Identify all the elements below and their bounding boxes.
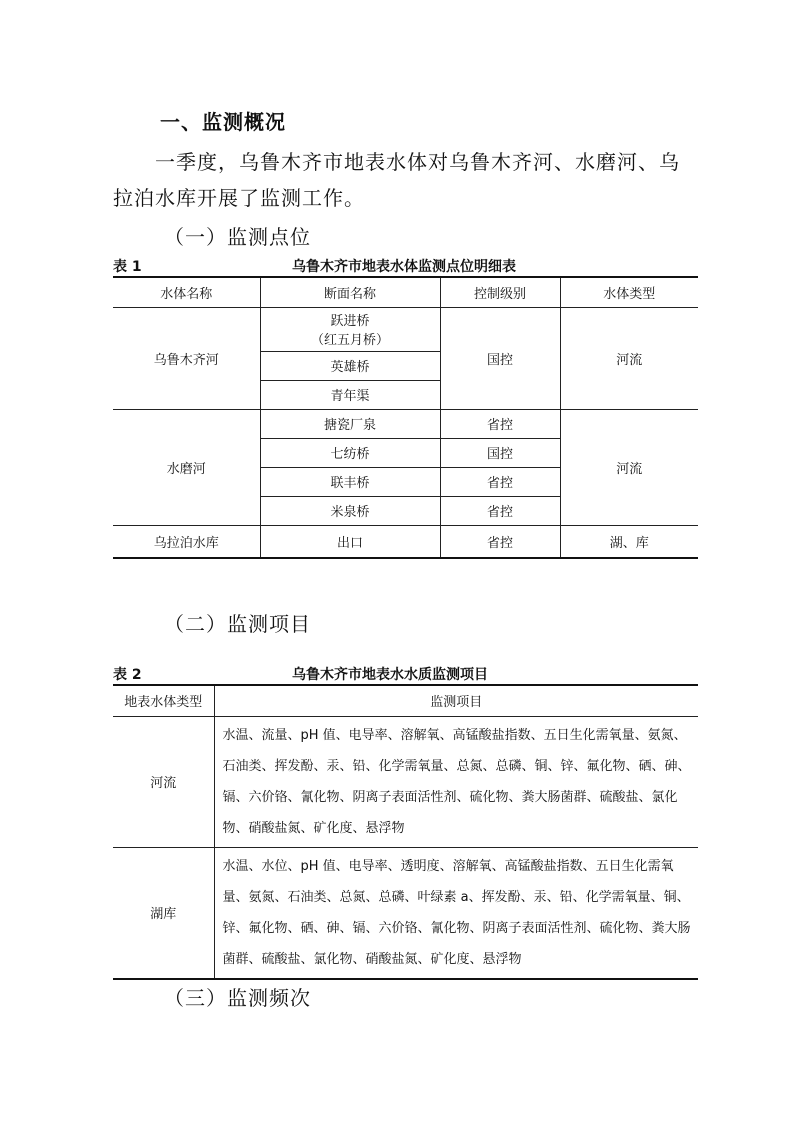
water-body-cell: 水磨河 bbox=[113, 409, 260, 525]
header-control-level: 控制级别 bbox=[440, 277, 560, 307]
subsection-monitoring-sites: （一）监测点位 bbox=[164, 225, 311, 249]
section-cell: 米泉桥 bbox=[260, 496, 440, 525]
level-cell: 省控 bbox=[440, 409, 560, 438]
section-name-primary: 跃进桥 bbox=[330, 314, 370, 329]
table-header-row bbox=[113, 277, 698, 307]
section-cell: 联丰桥 bbox=[260, 467, 440, 496]
header-section-name: 断面名称 bbox=[260, 277, 440, 307]
section-cell: 七纺桥 bbox=[260, 438, 440, 467]
intro-line-2: 拉泊水库开展了监测工作。 bbox=[113, 186, 365, 210]
intro-line-1: 一季度，乌鲁木齐市地表水体对乌鲁木齐河、水磨河、乌 bbox=[155, 150, 680, 174]
water-type-cell: 湖库 bbox=[113, 847, 214, 979]
header-water-type: 水体类型 bbox=[560, 277, 698, 307]
table-row bbox=[113, 409, 698, 438]
subsection-monitoring-frequency: （三）监测频次 bbox=[164, 986, 311, 1010]
table-row bbox=[113, 847, 698, 979]
table-row bbox=[113, 716, 698, 847]
table1-title: 乌鲁木齐市地表水体监测点位明细表 bbox=[292, 259, 516, 275]
level-cell: 省控 bbox=[440, 467, 560, 496]
monitoring-items-table bbox=[113, 684, 698, 980]
header-water-type: 地表水体类型 bbox=[113, 685, 214, 716]
type-cell: 河流 bbox=[560, 409, 698, 525]
monitoring-sites-table bbox=[113, 276, 698, 559]
subsection-monitoring-items: （二）监测项目 bbox=[164, 612, 311, 636]
water-type-cell: 河流 bbox=[113, 716, 214, 847]
items-cell: 水温、水位、pH 值、电导率、透明度、溶解氧、高锰酸盐指数、五日生化需氧量、氨氮、石油类、总氮、总磷、叶绿素 a、挥发酚、汞、铅、化学需氧量、铜、锌、氟化物、硒、砷、镉、六价铬、氰化物、阴离子表面活性剂、硫化物、粪大肠菌群、硫酸盐、氯化物、硝酸盐氮、矿化度、悬浮物 bbox=[214, 847, 698, 979]
level-cell: 国控 bbox=[440, 438, 560, 467]
items-cell: 水温、流量、pH 值、电导率、溶解氧、高锰酸盐指数、五日生化需氧量、氨氮、石油类、挥发酚、汞、铅、化学需氧量、总氮、总磷、铜、锌、氟化物、硒、砷、镉、六价铬、氰化物、阴离子表面活性剂、硫化物、粪大肠菌群、硫酸盐、氯化物、硝酸盐氮、矿化度、悬浮物 bbox=[214, 716, 698, 847]
section-name-alias: （红五月桥） bbox=[310, 333, 389, 348]
table-header-row bbox=[113, 685, 698, 716]
section-cell: 英雄桥 bbox=[260, 351, 440, 380]
water-body-cell: 乌拉泊水库 bbox=[113, 525, 260, 558]
type-cell: 湖、库 bbox=[560, 525, 698, 558]
table2-label: 表 2 bbox=[113, 667, 142, 683]
level-cell: 国控 bbox=[440, 307, 560, 409]
water-body-cell: 乌鲁木齐河 bbox=[113, 307, 260, 409]
section-cell: 青年渠 bbox=[260, 380, 440, 409]
table-row bbox=[113, 525, 698, 558]
header-water-body: 水体名称 bbox=[113, 277, 260, 307]
section-cell: 搪瓷厂泉 bbox=[260, 409, 440, 438]
table2-title: 乌鲁木齐市地表水水质监测项目 bbox=[292, 667, 488, 683]
section-heading: 一、监测概况 bbox=[160, 110, 286, 134]
type-cell: 河流 bbox=[560, 307, 698, 409]
header-items: 监测项目 bbox=[214, 685, 698, 716]
section-cell: 出口 bbox=[260, 525, 440, 558]
level-cell: 省控 bbox=[440, 496, 560, 525]
level-cell: 省控 bbox=[440, 525, 560, 558]
table1-label: 表 1 bbox=[113, 259, 142, 275]
section-cell bbox=[260, 307, 440, 351]
intro-paragraph bbox=[113, 144, 693, 216]
table-row bbox=[113, 307, 698, 351]
